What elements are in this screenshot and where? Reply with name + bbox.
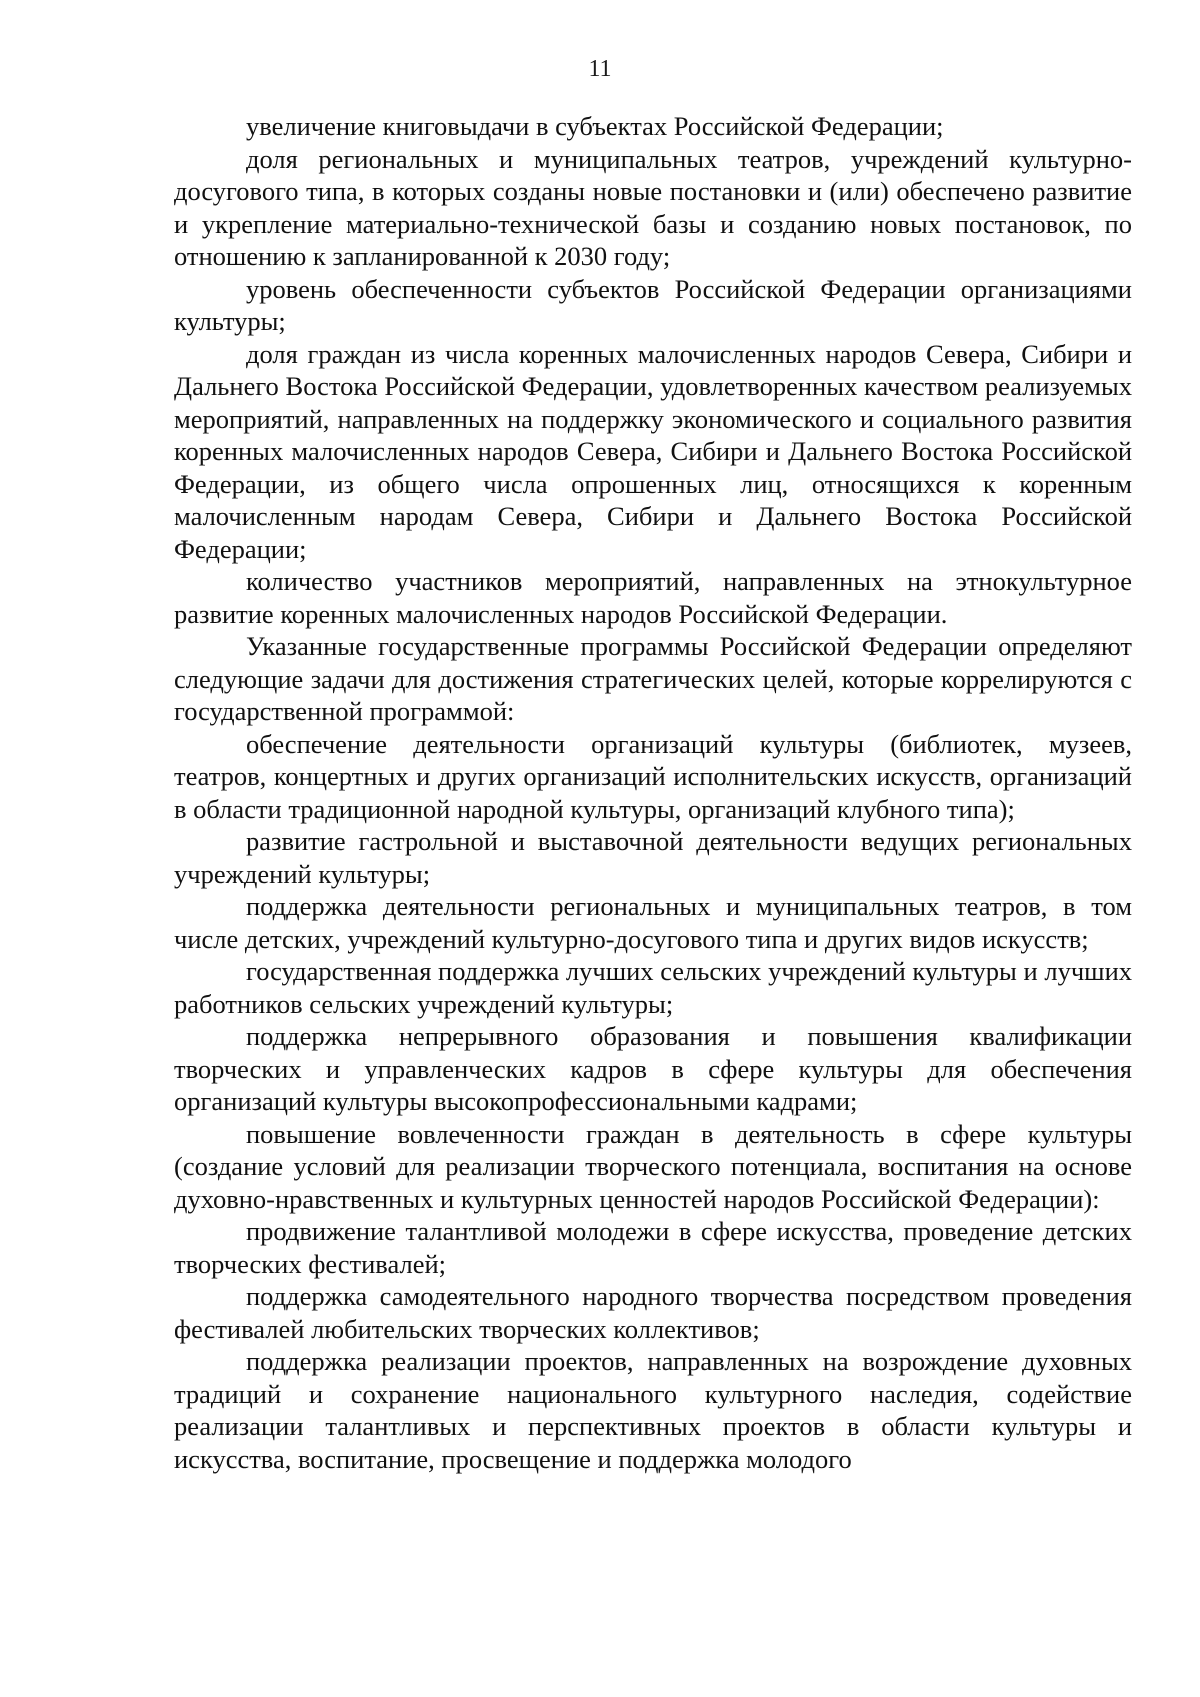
paragraph-book-lending: увеличение книговыдачи в субъектах Российской Федерации;	[246, 111, 944, 141]
paragraph-programs-tasks: Указанные государственные программы Российской Федерации определяют следующие задачи для достижения стратегических целей, которые коррелируются с государственной программой:	[174, 631, 1132, 726]
page-number: 11	[588, 56, 612, 82]
paragraph-culture-organizations: обеспечение деятельности организаций культуры (библиотек, музеев, театров, концертных и других организаций исполнительских искусств, организаций в области традиционной народной культуры, организаций клубного типа);	[174, 728, 1132, 824]
paragraph-touring-exhibitions: развитие гастрольной и выставочной деятельности ведущих региональных учреждений культуры;	[174, 826, 1132, 889]
paragraph-project-support: поддержка реализации проектов, направленных на возрождение духовных традиций и сохранение национального культурного наследия, содействие реализации талантливых и перспективных проектов в области культуры и искусства, воспитание, просвещение и поддержка молодого	[174, 1346, 1132, 1474]
paragraph-culture-provision: уровень обеспеченности субъектов Российской Федерации организациями культуры;	[174, 273, 1132, 336]
paragraph-theatres-share: доля региональных и муниципальных театров, учреждений культурно-досугового типа, в которых созданы новые постановки и (или) обеспечено развитие и укрепление материально-технической базы и созданию новых постановок, по отношению к запланированной к 2030 году;	[174, 143, 1132, 271]
paragraph-ethnocultural-participants: количество участников мероприятий, направленных на этнокультурное развитие коренных малочисленных народов Российской Федерации.	[174, 566, 1132, 629]
paragraph-continuous-education: поддержка непрерывного образования и повышения квалификации творческих и управленческих кадров в сфере культуры для обеспечения организаций культуры высокопрофессиональными кадрами;	[174, 1021, 1132, 1116]
paragraph-citizen-engagement: повышение вовлеченности граждан в деятельность в сфере культуры (создание условий для реализации творческого потенциала, воспитания на основе духовно-нравственных и культурных ценностей народов Российской Федерации):	[174, 1118, 1132, 1214]
paragraph-rural-support: государственная поддержка лучших сельских учреждений культуры и лучших работников сельских учреждений культуры;	[174, 956, 1132, 1019]
document-body	[174, 110, 1132, 1475]
paragraph-indigenous-satisfaction: доля граждан из числа коренных малочисленных народов Севера, Сибири и Дальнего Востока Российской Федерации, удовлетворенных качеством реализуемых мероприятий, направленных на поддержку экономического и социального развития коренных малочисленных народов Севера, Сибири и Дальнего Востока Российской Федерации, из общего числа опрошенных лиц, относящихся к коренным малочисленным народам Севера, Сибири и Дальнего Востока Российской Федерации;	[174, 338, 1132, 564]
paragraph-theatre-support: поддержка деятельности региональных и муниципальных театров, в том числе детских, учреждений культурно-досугового типа и других видов искусств;	[174, 891, 1132, 954]
paragraph-youth-promotion: продвижение талантливой молодежи в сфере искусства, проведение детских творческих фестивалей;	[174, 1216, 1132, 1279]
paragraph-amateur-creativity: поддержка самодеятельного народного творчества посредством проведения фестивалей любительских творческих коллективов;	[174, 1281, 1132, 1344]
